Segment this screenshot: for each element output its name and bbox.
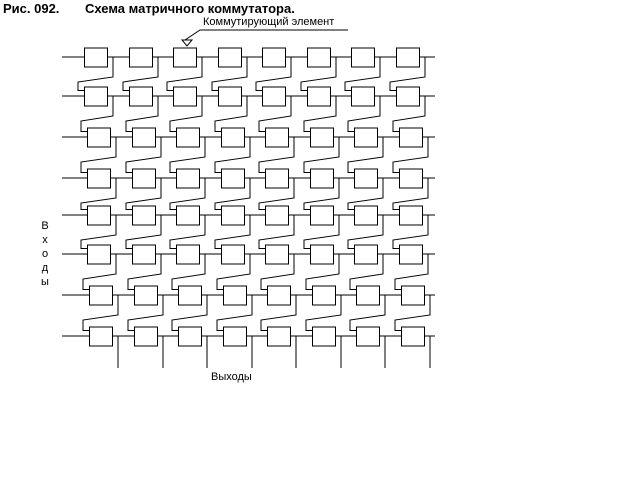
switching-element	[133, 128, 156, 147]
switching-element	[268, 327, 291, 346]
switching-element	[224, 286, 247, 305]
callout-leader	[185, 30, 348, 40]
switching-element	[263, 87, 286, 106]
switching-element	[400, 169, 423, 188]
switching-element	[90, 286, 113, 305]
switching-element	[402, 327, 425, 346]
switching-element	[222, 245, 245, 264]
switching-element	[355, 206, 378, 225]
switching-element	[222, 206, 245, 225]
switching-element	[308, 87, 331, 106]
switching-element	[88, 206, 111, 225]
switching-element	[355, 245, 378, 264]
switching-element	[179, 286, 202, 305]
switching-element	[355, 169, 378, 188]
switching-element	[402, 286, 425, 305]
switching-element	[179, 327, 202, 346]
switching-element	[177, 206, 200, 225]
switching-element	[400, 128, 423, 147]
switching-element	[174, 87, 197, 106]
switching-element	[357, 286, 380, 305]
switching-element	[263, 48, 286, 67]
switching-element	[224, 327, 247, 346]
callout-arrow-icon	[182, 40, 192, 46]
switching-element	[352, 87, 375, 106]
switching-element	[135, 327, 158, 346]
switching-element	[313, 327, 336, 346]
switching-element	[355, 128, 378, 147]
figure-title: Схема матричного коммутатора.	[85, 1, 295, 16]
switching-element	[177, 128, 200, 147]
switching-element	[311, 206, 334, 225]
switching-element	[177, 169, 200, 188]
switching-element	[311, 169, 334, 188]
switching-element	[85, 48, 108, 67]
switching-element	[266, 245, 289, 264]
switching-element	[352, 48, 375, 67]
switching-element	[85, 87, 108, 106]
switching-element	[397, 87, 420, 106]
switching-element	[135, 286, 158, 305]
switching-element	[133, 206, 156, 225]
switching-element	[133, 169, 156, 188]
switching-element	[313, 286, 336, 305]
switching-element	[174, 48, 197, 67]
switching-element	[219, 87, 242, 106]
switching-element	[311, 245, 334, 264]
switching-element	[88, 169, 111, 188]
switching-element	[400, 245, 423, 264]
switching-element	[133, 245, 156, 264]
switching-element	[219, 48, 242, 67]
switching-element	[222, 169, 245, 188]
switching-element	[88, 245, 111, 264]
switching-element-label: Коммутирующий элемент	[203, 16, 335, 28]
switching-element	[266, 128, 289, 147]
switching-element	[400, 206, 423, 225]
switching-element	[130, 87, 153, 106]
switching-element	[397, 48, 420, 67]
figure-number: Рис. 092.	[3, 1, 60, 16]
switching-element	[90, 327, 113, 346]
switching-element	[88, 128, 111, 147]
switching-element	[130, 48, 153, 67]
switching-element	[357, 327, 380, 346]
switching-element	[268, 286, 291, 305]
switching-element	[222, 128, 245, 147]
inputs-label: Входы	[41, 220, 49, 288]
switching-element	[308, 48, 331, 67]
switching-element	[311, 128, 334, 147]
switching-element	[266, 169, 289, 188]
switching-element	[177, 245, 200, 264]
outputs-label: Выходы	[211, 371, 252, 383]
switching-element	[266, 206, 289, 225]
